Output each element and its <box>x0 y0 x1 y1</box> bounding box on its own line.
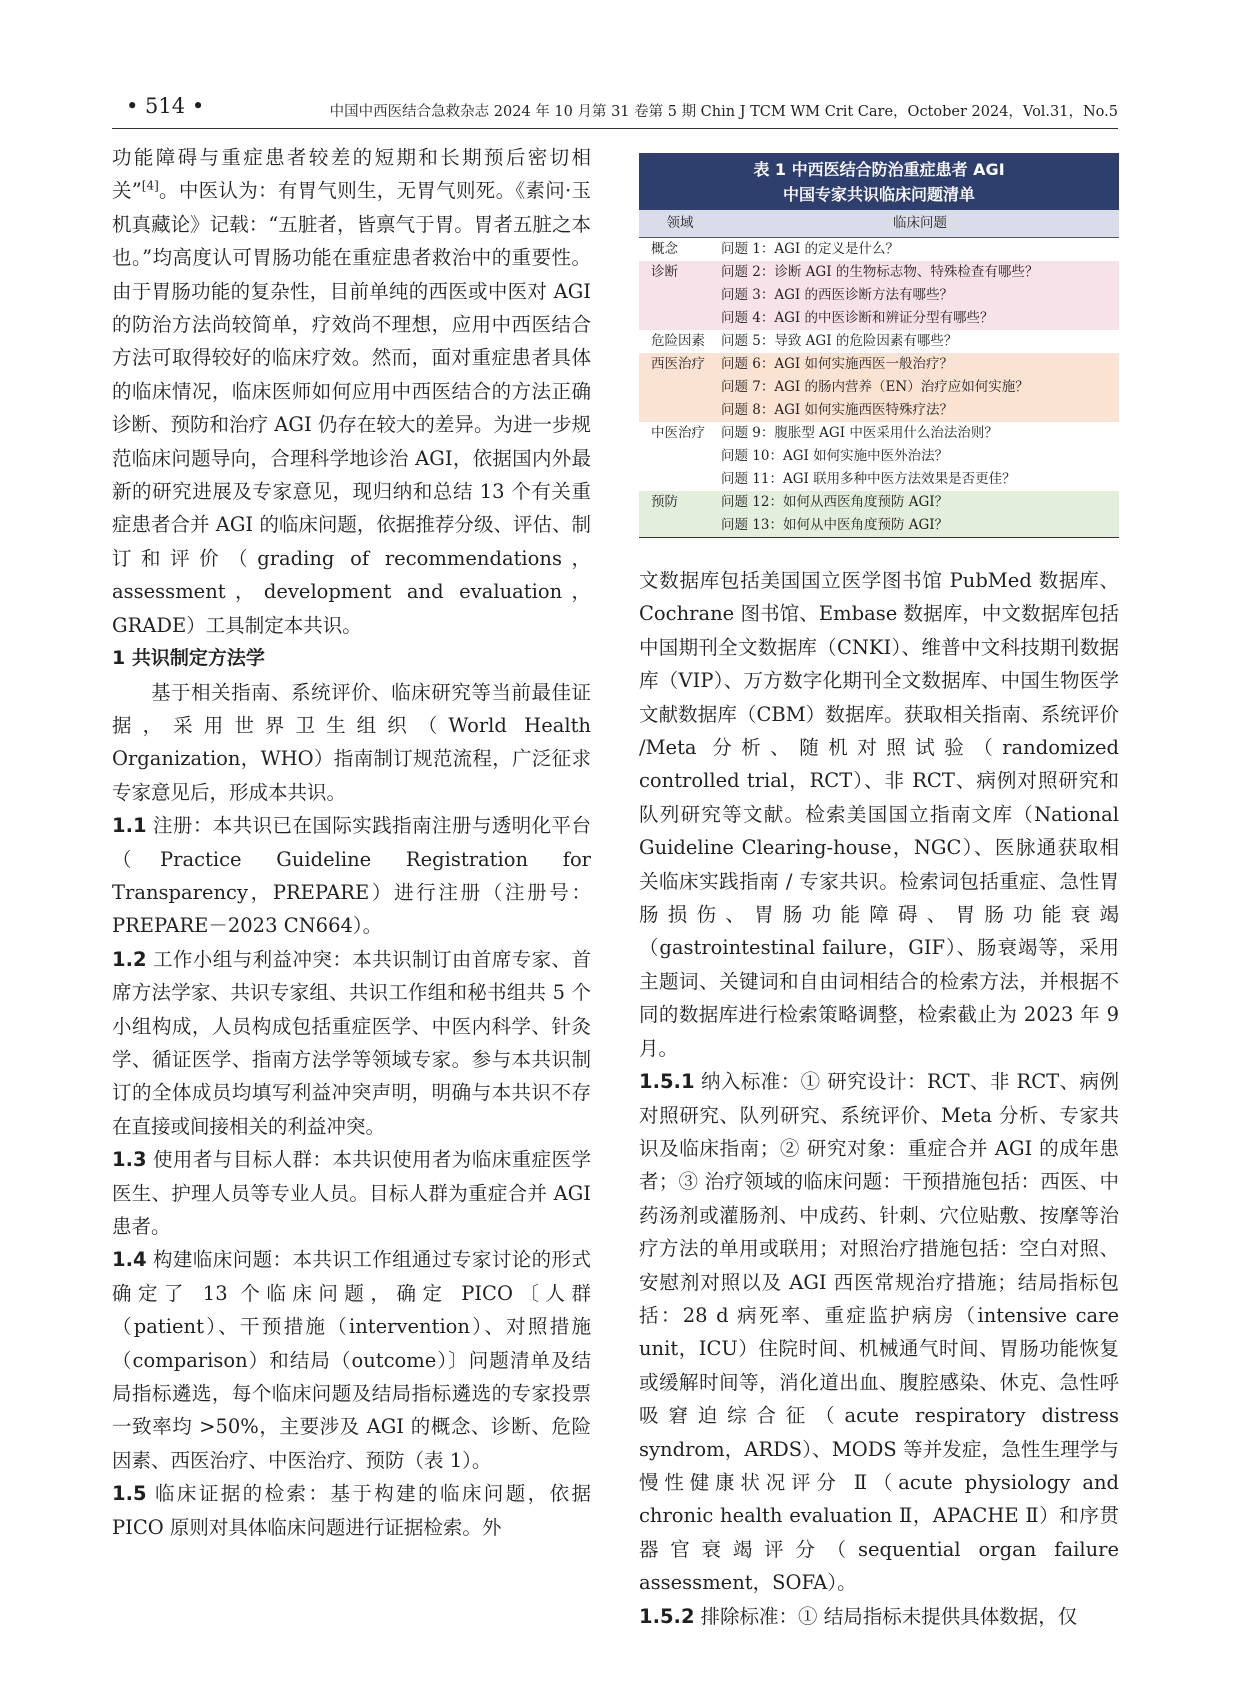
table-title: 表 1 中西医结合防治重症患者 AGI 中国专家共识临床问题清单 <box>639 153 1119 210</box>
table-body <box>639 238 1119 538</box>
domain-cell: 中医治疗 <box>651 425 705 441</box>
question-item: 问题 1：AGI 的定义是什么？ <box>721 241 900 257</box>
section-heading-1: 1 共识制定方法学 <box>112 647 265 670</box>
journal-citation: 中国中西医结合急救杂志 2024 年 10 月第 31 卷第 5 期 Chin J TCM WM Crit Care，October 2024，Vol.31，No.5 <box>329 104 1118 120</box>
page-header <box>112 94 1118 129</box>
question-cell <box>721 353 1119 422</box>
header-question: 临床问题 <box>893 215 947 231</box>
question-item: 问题 13：如何从中医角度预防 AGI？ <box>721 517 949 533</box>
question-item: 问题 11：AGI 联用多种中医方法效果是否更佳？ <box>721 471 1016 487</box>
section-1-5-1: 1.5.1 纳入标准：① 研究设计：RCT、非 RCT、病例对照研究、队列研究、系统评价、Meta 分析、专家共识及临床指南；② 研究对象：重症合并 AGI 的成年患者；③ 治疗领域的临床问题：干预措施包括：西医、中药汤剂或灌肠剂、中成药、针刺、穴位贴敷、按摩等治疗方法的单用或联用；对照治疗措施包括：空白对照、安慰剂对照以及 AGI 西医常规治疗措施；结局指标包括：28 d 病死率、重症监护病房（intensive care unit，ICU）住院时间、机械通气时间、胃肠功能恢复或缓解时间等，消化道出血、腹腔感染、休克、急性呼吸窘迫综合征（acute respiratory distress syndrom，ARDS）、MODS 等并发症，急性生理学与慢性健康状况评分 Ⅱ（acute physiology and chronic health evaluation Ⅱ，APACHE Ⅱ）和序贯器官衰竭评分（sequential organ failure assessment，SOFA）。 <box>639 1070 1119 1595</box>
table-row <box>639 261 1119 330</box>
citation-ref: [4] <box>141 178 159 193</box>
question-item: 问题 3：AGI 的西医诊断方法有哪些？ <box>721 287 954 303</box>
question-item: 问题 9：腹胀型 AGI 中医采用什么治法治则？ <box>721 425 998 441</box>
section-1-2: 1.2 工作小组与利益冲突：本共识制订由首席专家、首席方法学家、共识专家组、共识工作组和秘书组共 5 个小组构成，人员构成包括重症医学、中医内科学、针灸学、循证医学、指南方法学等领域专家。参与本共识制订的全体成员均填写利益冲突声明，明确与本共识不存在直接或间接相关的利益冲突。 <box>112 947 591 1138</box>
left-column <box>112 141 591 1544</box>
section-1-4: 1.4 构建临床问题：本共识工作组通过专家讨论的形式确定了 13 个临床问题，确定 PICO〔人群（patient）、干预措施（intervention）、对照措施（comparison）和结局（outcome）〕问题清单及结局指标遴选，每个临床问题及结局指标遴选的专家投票一致率均 >50%，主要涉及 AGI 的概念、诊断、危险因素、西医治疗、中医治疗、预防（表 1）。 <box>112 1248 591 1472</box>
question-cell <box>721 261 1119 330</box>
section-1-1: 1.1 注册：本共识已在国际实践指南注册与透明化平台（Practice Guideline Registration for Transparency，PREPARE）进行注册（注册号：PREPARE－2023 CN664）。 <box>112 814 591 938</box>
right-column <box>639 564 1119 1633</box>
clinical-questions-table <box>639 153 1119 538</box>
table-row <box>639 422 1119 491</box>
domain-cell: 诊断 <box>651 264 678 280</box>
table-row <box>639 238 1119 261</box>
header-domain: 领域 <box>666 215 694 231</box>
question-cell <box>721 422 1119 491</box>
search-paragraph: 文数据库包括美国国立医学图书馆 PubMed 数据库、Cochrane 图书馆、Embase 数据库，中文数据库包括中国期刊全文数据库（CNKI）、维普中文科技期刊数据库（VIP）、万方数字化期刊全文数据库、中国生物医学文献数据库（CBM）数据库。获取相关指南、系统评价 /Meta 分析、随机对照试验（randomized controlled trial，RCT）、非 RCT、病例对照研究和队列研究等文献。检索美国国立指南文库（National Guideline Clearing-house，NGC）、医脉通获取相关临床实践指南 / 专家共识。检索词包括重症、急性胃肠损伤、胃肠功能障碍、胃肠功能衰竭（gastrointestinal failure，GIF）、肠衰竭等，采用主题词、关键词和自由词相结合的检索方法，并根据不同的数据库进行检索策略调整，检索截止为 2023 年 9 月。 <box>639 569 1119 1060</box>
page-number: • 514 • <box>126 94 205 118</box>
table-row <box>639 353 1119 422</box>
question-item: 问题 5：导致 AGI 的危险因素有哪些？ <box>721 333 958 349</box>
question-item: 问题 10：AGI 如何实施中医外治法？ <box>721 448 949 464</box>
question-item: 问题 6：AGI 如何实施西医一般治疗？ <box>721 356 954 372</box>
intro-paragraph: 功能障碍与重症患者较差的短期和长期预后密切相关”[4]。中医认为：有胃气则生，无胃气则死。《素问·玉机真藏论》记载：“五脏者，皆禀气于胃。胃者五脏之本也。”均高度认可胃肠功能在重症患者救治中的重要性。由于胃肠功能的复杂性，目前单纯的西医或中医对 AGI 的防治方法尚较简单，疗效尚不理想，应用中西医结合方法可取得较好的临床疗效。然而，面对重症患者具体的临床情况，临床医师如何应用中西医结合的方法正确诊断、预防和治疗 AGI 仍存在较大的差异。为进一步规范临床问题导向，合理科学地诊治 AGI，依据国内外最新的研究进展及专家意见，现归纳和总结 13 个有关重症患者合并 AGI 的临床问题，依据推荐分级、评估、制订和评价（grading of recommendations，assessment，development and evaluation，GRADE）工具制定本共识。 <box>112 146 591 637</box>
question-item: 问题 12：如何从西医角度预防 AGI？ <box>721 494 949 510</box>
question-item: 问题 7：AGI 的肠内营养（EN）治疗应如何实施？ <box>721 379 1029 395</box>
question-cell <box>721 330 1119 353</box>
methods-paragraph: 基于相关指南、系统评价、临床研究等当前最佳证据，采用世界卫生组织（World Health Organization，WHO）指南制订规范流程，广泛征求专家意见后，形成本共识。 <box>112 680 591 804</box>
section-1-3: 1.3 使用者与目标人群：本共识使用者为临床重症医学医生、护理人员等专业人员。目标人群为重症合并 AGI 患者。 <box>112 1148 591 1238</box>
domain-cell: 预防 <box>651 494 678 510</box>
question-item: 问题 2：诊断 AGI 的生物标志物、特殊检查有哪些？ <box>721 264 1039 280</box>
question-cell <box>721 491 1119 537</box>
question-cell <box>721 238 1119 261</box>
section-1-5: 1.5 临床证据的检索：基于构建的临床问题，依据 PICO 原则对具体临床问题进行证据检索。外 <box>112 1482 591 1539</box>
table-row <box>639 330 1119 353</box>
table-header-row <box>639 210 1119 238</box>
table-row <box>639 491 1119 537</box>
question-item: 问题 4：AGI 的中医诊断和辨证分型有哪些？ <box>721 310 994 326</box>
question-item: 问题 8：AGI 如何实施西医特殊疗法？ <box>721 402 954 418</box>
domain-cell: 概念 <box>651 241 678 257</box>
domain-cell: 危险因素 <box>651 333 705 349</box>
domain-cell: 西医治疗 <box>651 356 705 372</box>
section-1-5-2: 1.5.2 排除标准：① 结局指标未提供具体数据，仅 <box>639 1604 1078 1628</box>
